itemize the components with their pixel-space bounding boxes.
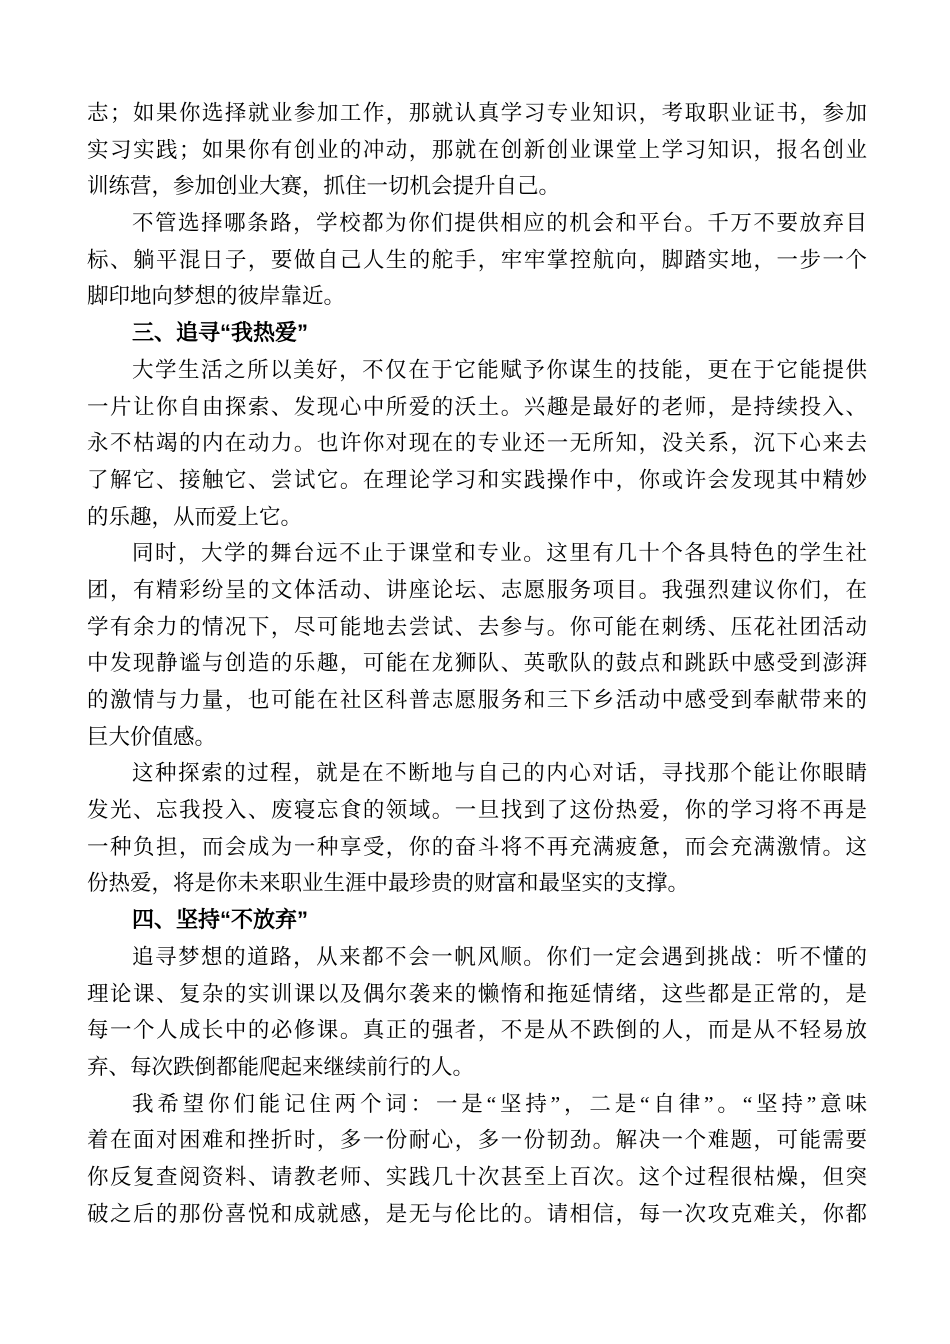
text-line: 标、躺平混日子，要做自己人生的舵手，牢牢掌控航向，脚踏实地，一步一个 — [87, 247, 867, 272]
text-line: 理论课、复杂的实训课以及偶尔袭来的懒惰和拖延情绪，这些都是正常的，是 — [87, 981, 867, 1006]
section-heading: 四、坚持“不放弃” — [132, 907, 309, 933]
text-line: 你反复查阅资料、请教老师、实践几十次甚至上百次。这个过程很枯燥，但突 — [87, 1164, 867, 1189]
text-line: 永不枯竭的内在动力。也许你对现在的专业还一无所知，没关系，沉下心来去 — [87, 431, 867, 456]
text-line: 份热爱，将是你未来职业生涯中最珍贵的财富和最坚实的支撑。 — [87, 871, 690, 896]
text-line: 巨大价值感。 — [87, 724, 217, 749]
text-line: 实习实践；如果你有创业的冲动，那就在创新创业课堂上学习知识，报名创业 — [87, 137, 867, 162]
text-line: 不管选择哪条路，学校都为你们提供相应的机会和平台。千万不要放弃目 — [132, 211, 867, 236]
text-line: 志；如果你选择就业参加工作，那就认真学习专业知识，考取职业证书，参加 — [87, 101, 867, 125]
text-line: 脚印地向梦想的彼岸靠近。 — [87, 284, 346, 309]
text-line: 一片让你自由探索、发现心中所爱的沃土。兴趣是最好的老师，是持续投入、 — [87, 394, 867, 419]
text-line: 中发现静谧与创造的乐趣，可能在龙狮队、英歌队的鼓点和跳跃中感受到澎湃 — [87, 651, 867, 676]
text-line: 同时，大学的舞台远不止于课堂和专业。这里有几十个各具特色的学生社 — [132, 541, 867, 566]
text-line: 破之后的那份喜悦和成就感，是无与伦比的。请相信，每一次攻克难关，你都 — [87, 1201, 867, 1226]
text-line: 的乐趣，从而爱上它。 — [87, 504, 303, 529]
text-line: 的激情与力量，也可能在社区科普志愿服务和三下乡活动中感受到奉献带来的 — [87, 688, 867, 712]
text-line: 一种负担，而会成为一种享受，你的奋斗将不再充满疲惫，而会充满激情。这 — [87, 834, 867, 859]
text-line: 着在面对困难和挫折时，多一份耐心，多一份韧劲。解决一个难题，可能需要 — [87, 1128, 867, 1153]
text-line: 我希望你们能记住两个词：一是“坚持”，二是“自律”。“坚持”意味 — [132, 1091, 867, 1116]
section-heading: 三、追寻“我热爱” — [132, 320, 309, 346]
text-line: 大学生活之所以美好，不仅在于它能赋予你谋生的技能，更在于它能提供 — [132, 357, 867, 382]
text-line: 这种探索的过程，就是在不断地与自己的内心对话，寻找那个能让你眼睛 — [132, 761, 867, 786]
text-line: 发光、忘我投入、废寝忘食的领域。一旦找到了这份热爱，你的学习将不再是 — [87, 798, 867, 823]
text-line: 弃、每次跌倒都能爬起来继续前行的人。 — [87, 1054, 475, 1079]
text-line: 团，有精彩纷呈的文体活动、讲座论坛、志愿服务项目。我强烈建议你们，在 — [87, 577, 867, 602]
text-line: 了解它、接触它、尝试它。在理论学习和实践操作中，你或许会发现其中精妙 — [87, 467, 867, 492]
text-line: 学有余力的情况下，尽可能地去尝试、去参与。你可能在刺绣、压花社团活动 — [87, 614, 867, 639]
text-line: 每一个人成长中的必修课。真正的强者，不是从不跌倒的人，而是从不轻易放 — [87, 1018, 867, 1043]
text-line: 追寻梦想的道路，从来都不会一帆风顺。你们一定会遇到挑战：听不懂的 — [132, 944, 867, 969]
document-text-block — [87, 95, 867, 1232]
text-line: 训练营，参加创业大赛，抓住一切机会提升自己。 — [87, 174, 561, 199]
